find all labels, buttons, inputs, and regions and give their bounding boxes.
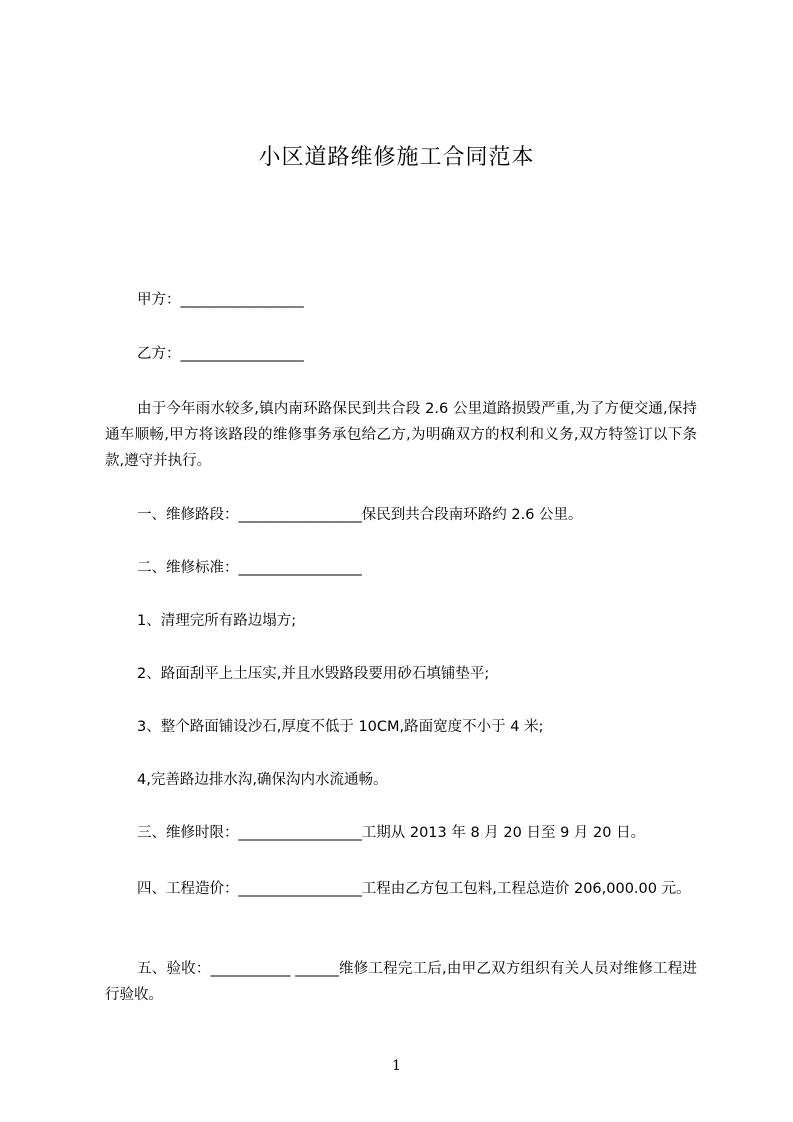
document-title: 小区道路维修施工合同范本 xyxy=(258,145,535,170)
party-a-line: 甲方：_________________ xyxy=(137,292,304,308)
clause-project-cost: 四、工程造价：_________________工程由乙方包工包料,工程总造价 206,000.00 元。 xyxy=(137,881,691,897)
clause-repair-section: 一、维修路段：_________________保民到共合段南环路约 2.6 公里。 xyxy=(137,507,583,523)
clause-repair-period: 三、维修时限：_________________工期从 2013 年 8 月 20 日至 9 月 20 日。 xyxy=(137,825,646,841)
standard-item-4: 4,完善路边排水沟,确保沟内水流通畅。 xyxy=(137,772,388,788)
clause-acceptance: 五、验收：___________ ______维修工程完工后,由甲乙双方组织有关人员对维修工程进行验收。 xyxy=(105,961,697,1003)
intro-paragraph: 由于今年雨水较多,镇内南环路保民到共合段 2.6 公里道路损毁严重,为了方便交通,保持通车顺畅,甲方将该路段的维修事务承包给乙方,为明确双方的权利和义务,双方特签订以下条款,遵守并执行。 xyxy=(105,401,697,469)
standard-item-1: 1、清理完所有路边塌方; xyxy=(137,613,297,629)
clause-repair-standard: 二、维修标准：_________________ xyxy=(137,560,362,576)
page-number: 1 xyxy=(392,1058,401,1074)
standard-item-2: 2、路面刮平上土压实,并且水毁路段要用砂石填铺垫平; xyxy=(137,666,490,682)
party-b-line: 乙方：_________________ xyxy=(137,346,304,362)
standard-item-3: 3、整个路面铺设沙石,厚度不低于 10CM,路面宽度不小于 4 米; xyxy=(137,719,544,735)
